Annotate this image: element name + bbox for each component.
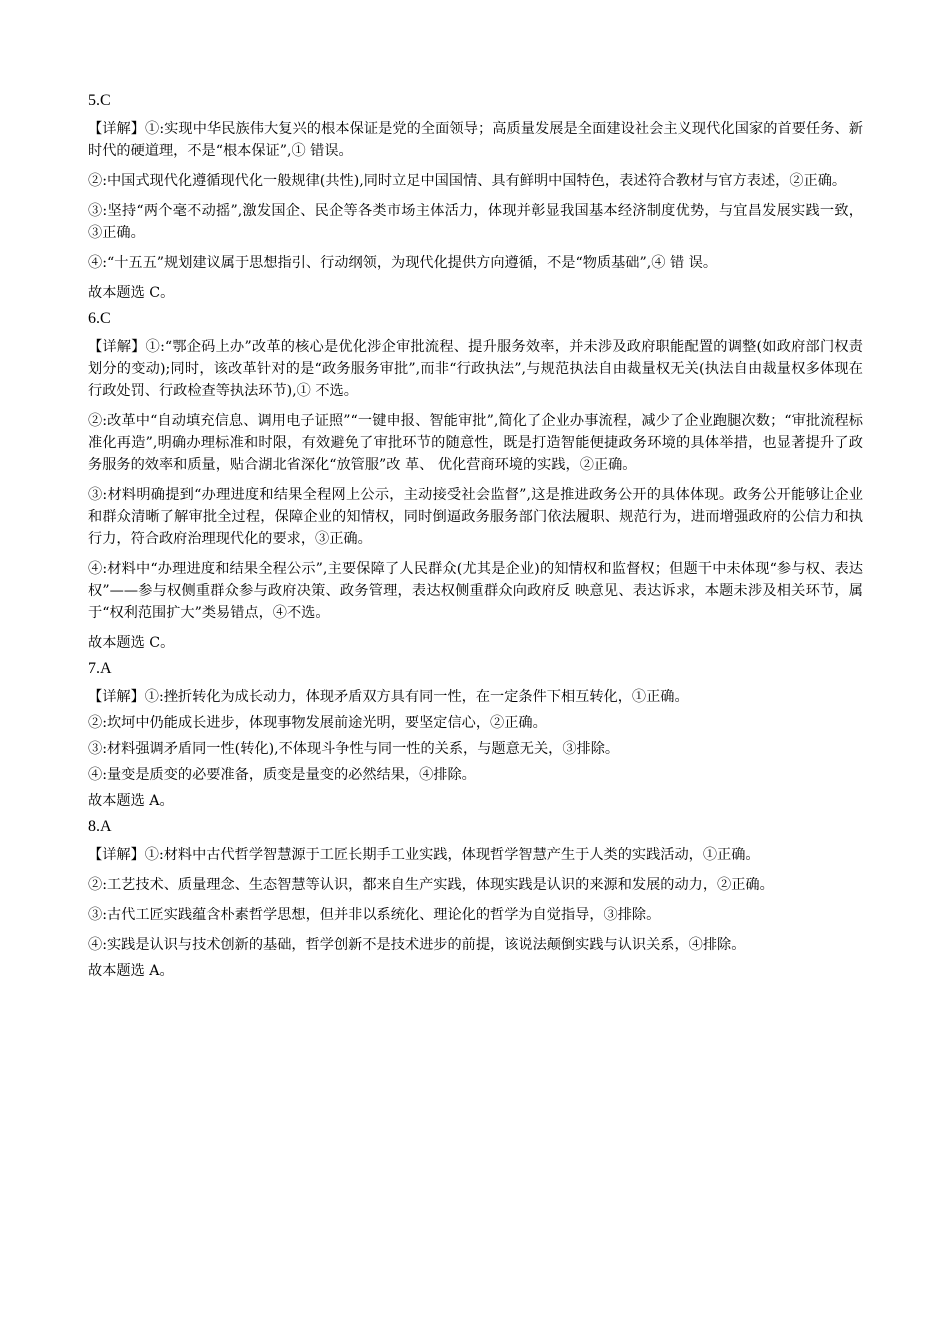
question-5 xyxy=(88,90,863,304)
question-6 xyxy=(88,308,863,654)
conclusion: 故本题选 A。 xyxy=(88,793,174,809)
analysis-paragraph: 【详解】①:挫折转化为成长动力，体现矛盾双方具有同一性，在一定条件下相互转化，①正确。 xyxy=(88,689,689,705)
question-number: 5.C xyxy=(88,92,111,109)
question-number: 7.A xyxy=(88,660,112,677)
question-7 xyxy=(88,658,863,812)
analysis-paragraph: ②:改革中“自动填充信息、调用电子证照”“一键申报、智能审批”,简化了企业办事流程，减少了企业跑腿次数；“审批流程标准化再造”,明确办理标准和时限，有效避免了审批环节的随意性，既是打造智能便捷政务环境的具体举措，也显著提升了政务服务的效率和质量，贴合湖北省深化“放管服”改 革、 优化营商环境的实践，②正确。 xyxy=(88,413,863,473)
analysis-paragraph: ③:材料明确提到“办理进度和结果全程网上公示，主动接受社会监督”,这是推进政务公开的具体体现。政务公开能够让企业和群众清晰了解审批全过程，保障企业的知情权，同时倒逼政务服务部门依法履职、规范行为，进而增强政府的公信力和执行力，符合政府治理现代化的要求，③正确。 xyxy=(88,487,863,547)
analysis-paragraph: ④:量变是质变的必要准备，质变是量变的必然结果，④排除。 xyxy=(88,767,476,783)
analysis-paragraph: ④:“十五五”规划建议属于思想指引、行动纲领，为现代化提供方向遵循，不是“物质基础”,④ 错 误。 xyxy=(88,255,718,271)
analysis-paragraph: 【详解】①:“鄂企码上办”改革的核心是优化涉企审批流程、提升服务效率，并未涉及政府职能配置的调整(如政府部门权责划分的变动);同时，该改革针对的是“政务服务审批”,而非“行政执法”,与规范执法自由裁量权无关(执法自由裁量权多体现在行政处罚、行政检查等执法环节),① 不选。 xyxy=(88,339,863,399)
conclusion: 故本题选 C。 xyxy=(88,285,175,301)
analysis-paragraph: ③:坚持“两个毫不动摇”,激发国企、民企等各类市场主体活力，体现并彰显我国基本经济制度优势，与宜昌发展实践一致，③正确。 xyxy=(88,203,863,241)
question-number: 6.C xyxy=(88,310,111,327)
analysis-paragraph: ②:坎坷中仍能成长进步，体现事物发展前途光明，要坚定信心，②正确。 xyxy=(88,715,547,731)
question-8 xyxy=(88,816,863,982)
analysis-paragraph: ④:材料中“办理进度和结果全程公示”,主要保障了人民群众(尤其是企业)的知情权和监督权；但题干中未体现“参与权、表达权”——参与权侧重群众参与政府决策、政务管理，表达权侧重群众向政府反 映意见、表达诉求，本题未涉及相关环节，属于“权利范围扩大”类易错点，④不选。 xyxy=(88,561,863,621)
analysis-paragraph: ③:材料强调矛盾同一性(转化),不体现斗争性与同一性的关系，与题意无关，③排除。 xyxy=(88,741,620,757)
analysis-paragraph: ②:中国式现代化遵循现代化一般规律(共性),同时立足中国国情、具有鲜明中国特色，表述符合教材与官方表述，②正确。 xyxy=(88,173,847,189)
analysis-paragraph: ④:实践是认识与技术创新的基础，哲学创新不是技术进步的前提，该说法颠倒实践与认识关系，④排除。 xyxy=(88,937,746,953)
analysis-paragraph: 【详解】①:材料中古代哲学智慧源于工匠长期手工业实践，体现哲学智慧产生于人类的实践活动，①正确。 xyxy=(88,847,760,863)
answer-document xyxy=(88,90,863,986)
analysis-paragraph: 【详解】①:实现中华民族伟大复兴的根本保证是党的全面领导；高质量发展是全面建设社会主义现代化国家的首要任务、新时代的硬道理，不是“根本保证”,① 错误。 xyxy=(88,121,863,159)
analysis-paragraph: ②:工艺技术、质量理念、生态智慧等认识，都来自生产实践，体现实践是认识的来源和发展的动力，②正确。 xyxy=(88,877,774,893)
question-number: 8.A xyxy=(88,818,112,835)
conclusion: 故本题选 A。 xyxy=(88,963,174,979)
analysis-paragraph: ③:古代工匠实践蕴含朴素哲学思想，但并非以系统化、理论化的哲学为自觉指导，③排除。 xyxy=(88,907,661,923)
conclusion: 故本题选 C。 xyxy=(88,635,175,651)
